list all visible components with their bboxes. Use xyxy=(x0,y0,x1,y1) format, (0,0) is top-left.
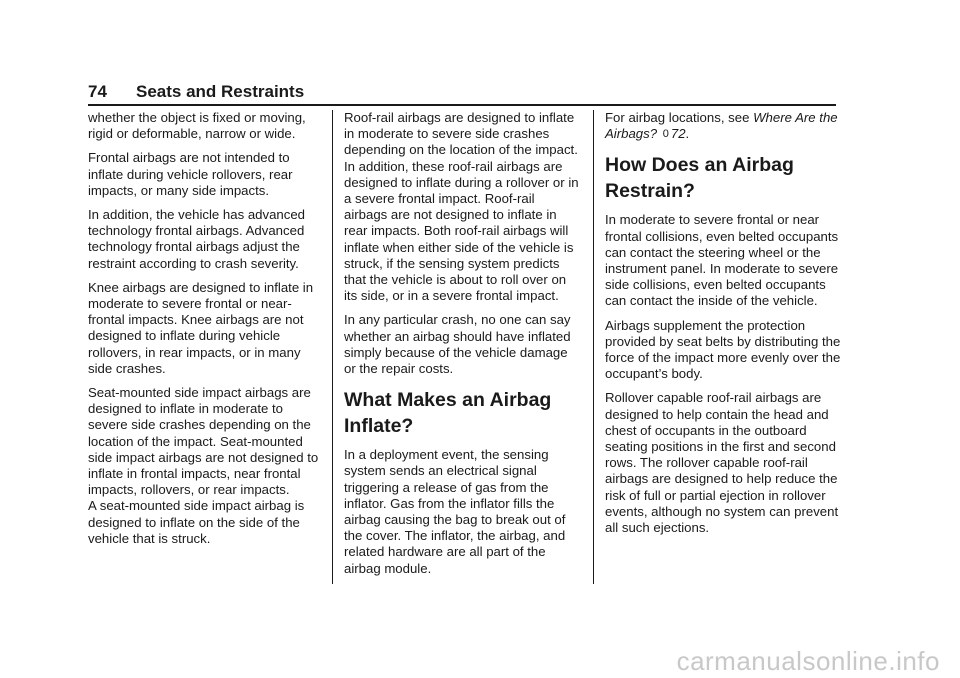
watermark: carmanualsonline.info xyxy=(676,646,940,676)
paragraph: A seat-mounted side impact airbag is designed to inflate on the side of the vehicle that is struck. xyxy=(88,498,305,546)
paragraph: In any particular crash, no one can say whether an airbag should have inflated simply because of the vehicle damage or the repair costs. xyxy=(344,312,571,377)
paragraph: In moderate to severe frontal or near frontal collisions, even belted occupants can contact the steering wheel or the instrument panel. In moderate to severe side collisions, even belted occupants can contact the inside of the vehicle. xyxy=(605,212,839,309)
paragraph: Frontal airbags are not intended to inflate during vehicle rollovers, rear impacts, or many side impacts. xyxy=(88,150,293,198)
reference-page-number[interactable]: 72 xyxy=(670,126,686,142)
paragraph: Roof-rail airbags are designed to inflate in moderate to severe side crashes depending on the location of the impact. In addition, these roof-rail airbags are designed to inflate during a rollover or in a severe frontal impact. Roof-rail airbags are not designed to inflate in rear impacts. Both roof-rail airbags will inflate when either side of the vehicle is struck, if the sensing system predicts that the vehicle is about to roll over on its side, or in a severe frontal impact. xyxy=(344,110,579,304)
reference-intro: For airbag locations, see xyxy=(605,110,750,125)
column-2 xyxy=(344,110,580,585)
page-number: 74 xyxy=(88,82,107,101)
column-divider xyxy=(332,110,333,584)
heading-how-does-airbag-restrain: How Does an Airbag Restrain? xyxy=(605,154,794,203)
page-header xyxy=(88,82,836,106)
column-3 xyxy=(605,110,841,544)
paragraph: whether the object is fixed or moving, rigid or deformable, narrow or wide. xyxy=(88,110,306,142)
cross-reference xyxy=(605,110,841,142)
reference-link-title[interactable]: Where Are the Airbags? xyxy=(605,110,838,142)
column-1 xyxy=(88,110,324,555)
paragraph: In addition, the vehicle has advanced technology frontal airbags. Advanced technology frontal airbags adjust the restraint according to crash severity. xyxy=(88,207,306,271)
page-reference-icon: 0 xyxy=(662,128,669,141)
reference-period: . xyxy=(685,126,690,142)
heading-what-makes-airbag-inflate: What Makes an Airbag Inflate? xyxy=(344,389,552,438)
paragraph: Knee airbags are designed to inflate in moderate to severe frontal or near-frontal impacts. Knee airbags are not designed to inflate during vehicle rollovers, in rear impacts, or in many side crashes. xyxy=(88,279,314,376)
paragraph: Seat-mounted side impact airbags are designed to inflate in moderate to severe side crashes depending on the location of the impact. Seat-mounted side impact airbags are not designed to inflate in frontal impacts, near frontal impacts, rollovers, or rear impacts. xyxy=(88,385,319,498)
paragraph: Rollover capable roof-rail airbags are designed to help contain the head and chest of occupants in the outboard seating positions in the first and second rows. The rollover capable roof-rail airbags are designed to help reduce the risk of full or partial ejection in rollover events, although no system can prevent all such ejections. xyxy=(605,390,839,536)
paragraph: Airbags supplement the protection provided by seat belts by distributing the force of the impact more evenly over the occupant’s body. xyxy=(605,317,841,382)
paragraph: In a deployment event, the sensing system sends an electrical signal triggering a release of gas from the inflator. Gas from the inflator fills the airbag causing the bag to break out of the cover. The inflator, the airbag, and related hardware are all part of the airbag module. xyxy=(344,447,566,576)
column-divider xyxy=(593,110,594,584)
section-title: Seats and Restraints xyxy=(136,82,305,101)
